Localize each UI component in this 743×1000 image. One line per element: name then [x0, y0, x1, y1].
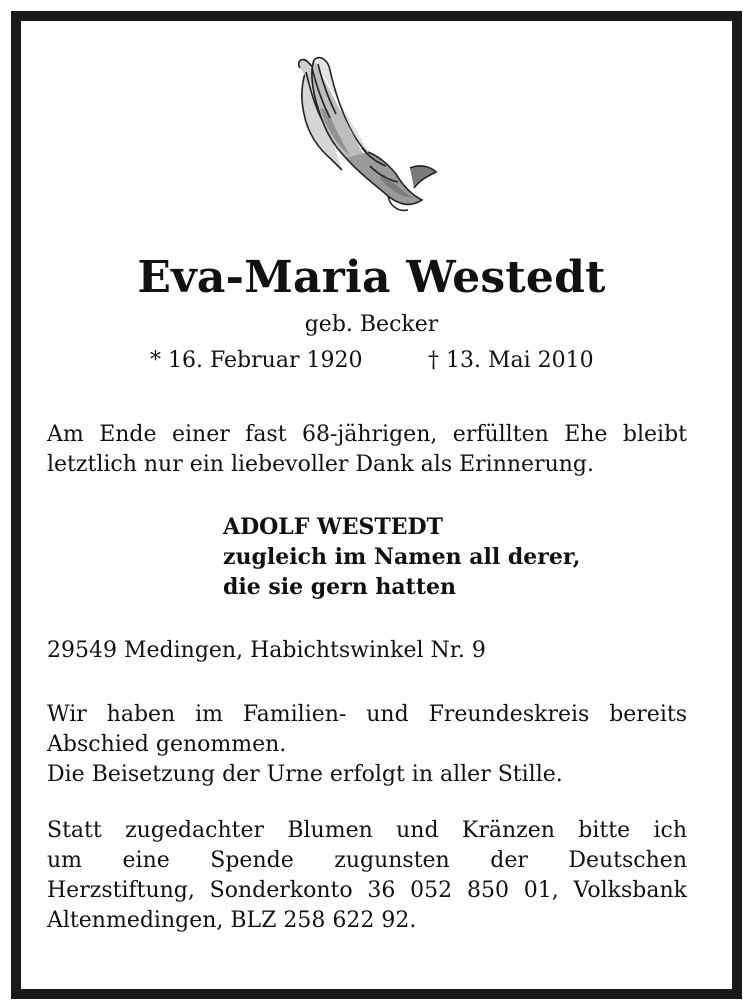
intro-line: Am Ende einer fast 68-jährigen, erfüllten Ehe bleibt — [47, 422, 687, 447]
farewell-line: Wir haben im Familien- und Freundeskreis bereits — [47, 702, 687, 727]
donation-paragraph — [47, 816, 687, 936]
farewell-line: Abschied genommen. — [47, 732, 287, 757]
farewell-paragraph — [47, 700, 687, 790]
address-line: 29549 Medingen, Habichtswinkel Nr. 9 — [47, 638, 486, 663]
signature-block — [223, 512, 580, 602]
donation-line: um eine Spende zugunsten der Deutschen — [47, 848, 687, 873]
praying-hands-icon — [270, 48, 440, 213]
signature-name: ADOLF WESTEDT — [223, 514, 444, 540]
death-date: † 13. Mai 2010 — [428, 348, 594, 373]
intro-line: letztlich nur ein liebevoller Dank als Erinnerung. — [47, 452, 595, 477]
donation-line: Herzstiftung, Sonderkonto 36 052 850 01, Volksbank — [47, 878, 687, 903]
donation-line: Statt zugedachter Blumen und Kränzen bitte ich — [47, 818, 687, 843]
signature-line: die sie gern hatten — [223, 574, 456, 600]
signature-line: zugleich im Namen all derer, — [223, 544, 581, 570]
birth-date: * 16. Februar 1920 — [150, 348, 363, 373]
deceased-name: Eva-Maria Westedt — [137, 252, 606, 303]
farewell-line: Die Beisetzung der Urne erfolgt in aller Stille. — [47, 762, 563, 787]
address — [47, 636, 687, 666]
birth-name: geb. Becker — [304, 312, 439, 337]
donation-line: Altenmedingen, BLZ 258 622 92. — [47, 908, 417, 933]
intro-paragraph — [47, 420, 687, 480]
